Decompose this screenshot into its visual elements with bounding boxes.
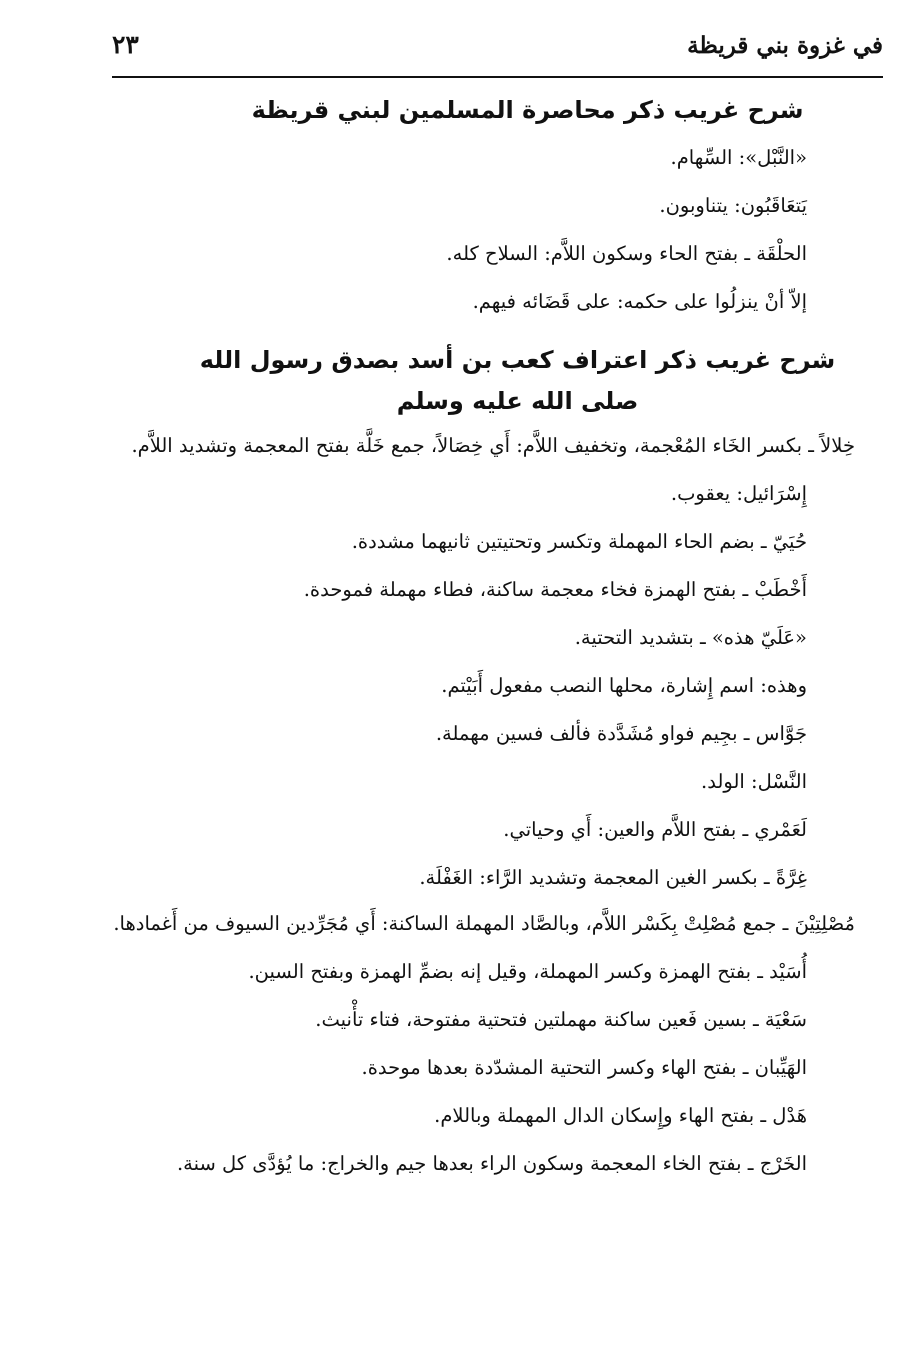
- running-header: [112, 26, 883, 78]
- glossary-entry: سَعْيَة ـ بسين فَعين ساكنة مهملتين فتحتية مفتوحة، فتاء تأْنيث.: [315, 1008, 807, 1031]
- glossary-entry: خِلالاً ـ بكسر الخَاء المُعْجمة، وتخفيف اللاَّم: أَي خِصَالاً، جمع خَلَّة بفتح المعجمة وتشديد اللاَّم.: [131, 434, 855, 457]
- page-number: ٢٣: [112, 30, 139, 59]
- glossary-entry: جَوَّاس ـ بجِيم فواو مُشَدَّدة فألف فسين مهملة.: [435, 722, 807, 745]
- glossary-entry: «النَّبْل»: السِّهام.: [670, 146, 807, 169]
- glossary-entry: إِسْرَائيل: يعقوب.: [670, 482, 807, 505]
- glossary-entry: مُصْلِتِيْنَ ـ جمع مُصْلِتْ بِكَسْر اللاَّم، وبالصَّاد المهملة الساكنة: أَي مُجَرِّدين السيوف من أَغمادها.: [113, 912, 855, 935]
- section-heading-line: شرح غريب ذكر اعتراف كعب بن أسد بصدق رسول الله: [199, 346, 836, 374]
- glossary-entry: أَخْطَبْ ـ بفتح الهمزة فخاء معجمة ساكنة، فطاء مهملة فموحدة.: [303, 578, 807, 601]
- glossary-entry: غِرَّةً ـ بكسر الغين المعجمة وتشديد الرَّاء: الغَفْلَة.: [419, 866, 807, 889]
- glossary-entry: لَعَمْري ـ بفتح اللاَّم والعين: أَي وحياتي.: [503, 818, 807, 841]
- page-content: [60, 84, 855, 1188]
- glossary-entry: حُيَيّ ـ بضم الحاء المهملة وتكسر وتحتيتين ثانيهما مشددة.: [351, 530, 807, 553]
- glossary-entry: «عَلَيّ هذه» ـ بتشديد التحتية.: [574, 626, 807, 649]
- glossary-entry: هَدْل ـ بفتح الهاء وإِسكان الدال المهملة وباللام.: [434, 1104, 807, 1127]
- running-title: في غزوة بني قريظة: [687, 32, 883, 59]
- glossary-entry: وهذه: اسم إِشارة، محلها النصب مفعول أَبَيْتم.: [441, 674, 807, 697]
- section-heading: شرح غريب ذكر محاصرة المسلمين لبني قريظة: [251, 96, 804, 124]
- glossary-entry: إلاّ أنْ ينزلُوا على حكمه: على قَضَائه فيهم.: [472, 290, 807, 313]
- glossary-entry: النَّسْل: الولد.: [701, 770, 807, 793]
- section-heading-line: صلى الله عليه وسلم: [396, 387, 639, 415]
- glossary-entry: أُسَيْد ـ بفتح الهمزة وكسر المهملة، وقيل إنه بضمِّ الهمزة وبفتح السين.: [248, 960, 807, 983]
- glossary-entry: الهَيِّبان ـ بفتح الهاء وكسر التحتية المشدّدة بعدها موحدة.: [361, 1056, 807, 1079]
- glossary-entry: الحلْقَة ـ بفتح الحاء وسكون اللاَّم: السلاح كله.: [446, 242, 807, 265]
- glossary-entry: يَتعَاقَبُون: يتناوبون.: [659, 194, 807, 217]
- glossary-entry: الخَرْج ـ بفتح الخاء المعجمة وسكون الراء بعدها جيم والخراج: ما يُؤدَّى كل سنة.: [176, 1152, 807, 1175]
- section-heading: [60, 340, 855, 422]
